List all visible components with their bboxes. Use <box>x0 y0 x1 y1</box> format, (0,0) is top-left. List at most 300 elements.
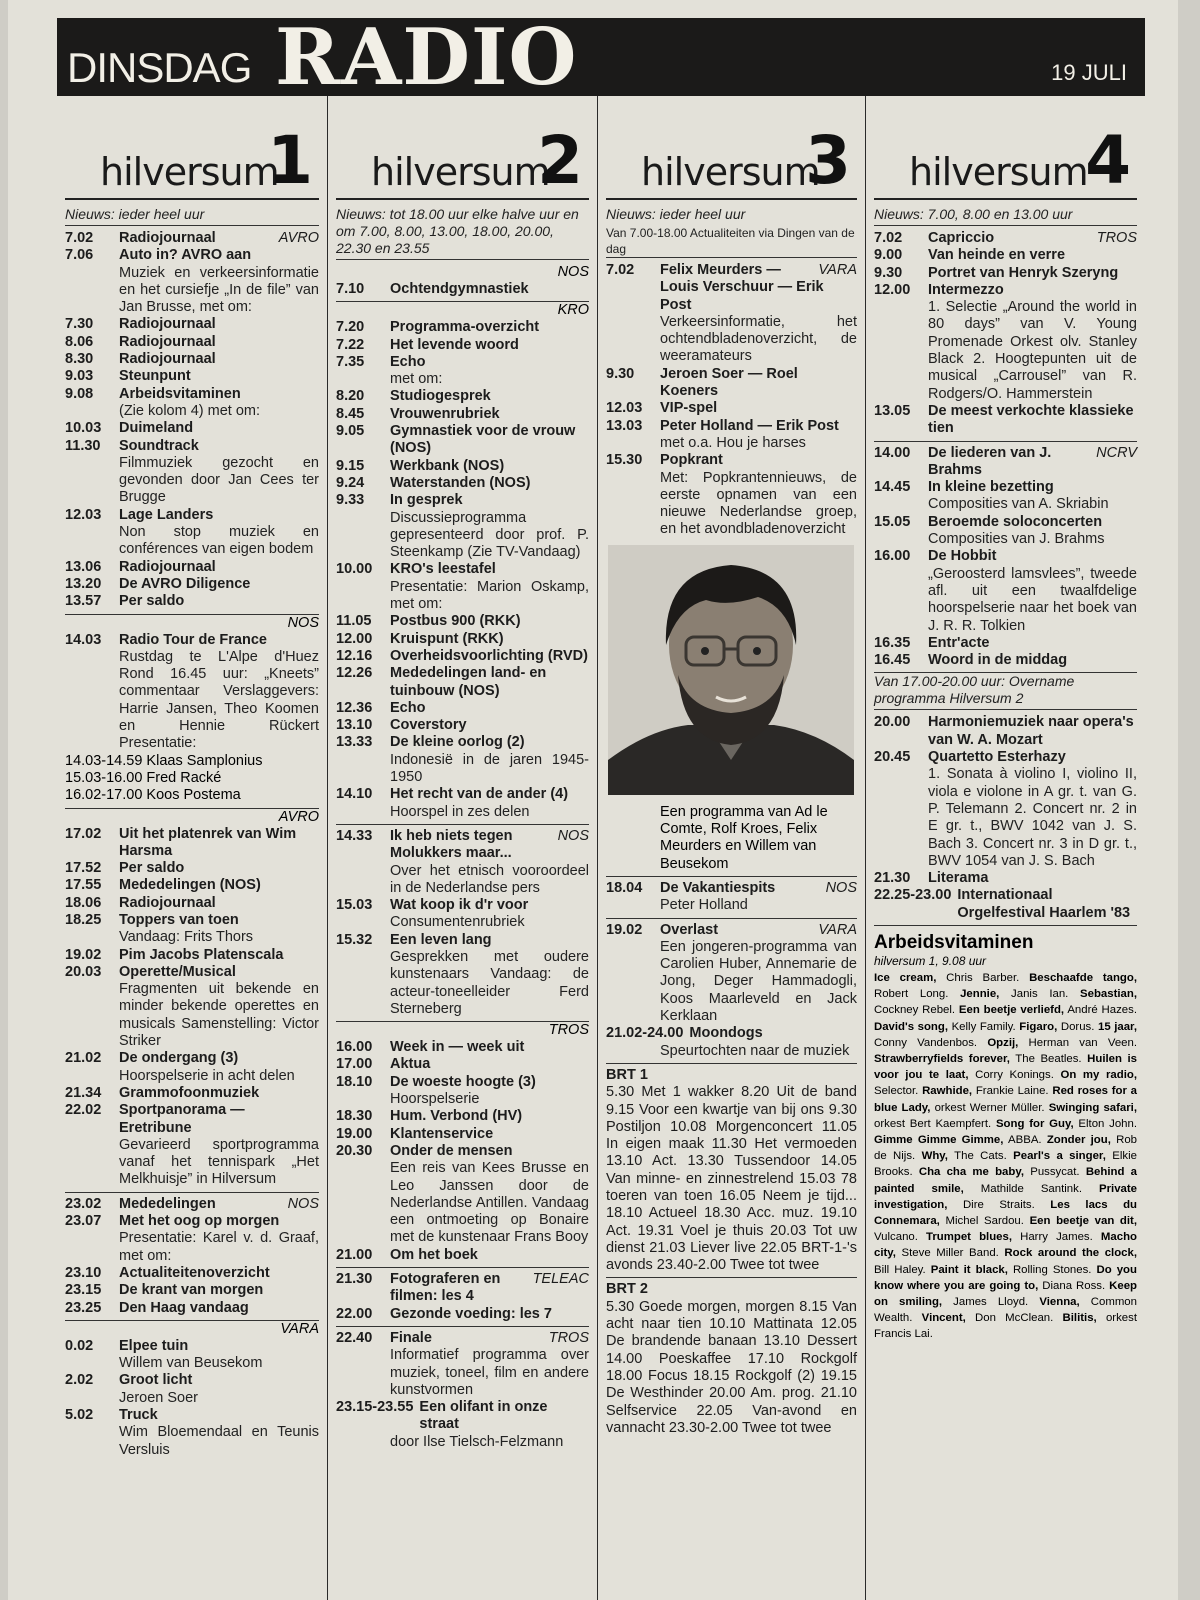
program-title: Operette/Musical <box>119 963 236 980</box>
program-title: De kleine oorlog (2) <box>390 734 525 751</box>
program-time: 12.00 <box>336 630 373 647</box>
program-row <box>65 1338 319 1355</box>
broadcaster-tag: NOS <box>557 264 589 280</box>
song-artist: Vulcano. <box>874 1231 918 1244</box>
program-description: Composities van J. Brahms <box>928 531 1105 548</box>
program-time: 13.06 <box>65 558 102 575</box>
program-time: 19.00 <box>336 1125 373 1142</box>
program-body <box>928 514 1137 531</box>
program-time: 13.03 <box>606 417 643 434</box>
program-body <box>119 593 319 610</box>
program-title: Auto in? AVRO aan <box>119 247 252 264</box>
program-title: Radiojournaal <box>119 316 216 333</box>
program-row <box>874 247 1137 264</box>
program-time: 9.05 <box>336 423 365 440</box>
song-artist: Chris Barber. <box>946 971 1020 984</box>
program-title: Echo <box>390 699 426 716</box>
song-artist: Michel Sardou. <box>945 1215 1024 1228</box>
program-row <box>606 366 857 401</box>
program-time: 13.33 <box>336 734 373 751</box>
program-body <box>390 932 589 949</box>
program-body <box>390 717 589 734</box>
program-time: 9.08 <box>65 385 94 402</box>
program-description: Wim Bloemendaal en Teunis Versluis <box>119 1424 319 1458</box>
program-list <box>65 230 319 611</box>
divider <box>336 1326 589 1327</box>
broadcaster-tag: TELEAC <box>532 1271 589 1288</box>
program-row <box>336 458 589 475</box>
broadcaster-tag: KRO <box>336 301 589 319</box>
program-time: 17.02 <box>65 825 102 842</box>
program-time: 18.04 <box>606 879 643 896</box>
broadcaster-tag: NOS <box>65 614 319 632</box>
program-time: 8.45 <box>336 405 365 422</box>
program-row <box>874 403 1137 438</box>
program-body <box>689 1025 857 1042</box>
program-list <box>336 1039 589 1264</box>
program-time: 16.00 <box>336 1039 373 1056</box>
program-row <box>336 700 589 717</box>
song-title: Gimme Gimme Gimme, <box>874 1134 1004 1147</box>
program-body <box>390 423 589 458</box>
program-title: In kleine bezetting <box>928 479 1054 496</box>
program-title: Capriccio <box>928 230 995 246</box>
program-title: Klantenservice <box>390 1125 494 1142</box>
program-row <box>65 1300 319 1317</box>
program-title: Radiojournaal <box>119 351 216 368</box>
song-artist: Corry Konings. <box>975 1069 1054 1082</box>
song-title: Beschaafde tango, <box>1029 971 1137 984</box>
program-title: Grammofoonmuziek <box>119 1084 260 1101</box>
program-title: Popkrant <box>660 452 723 469</box>
program-time: 5.02 <box>65 1407 94 1423</box>
program-title: Peter Holland — Erik Post <box>660 417 839 434</box>
program-title: Radio Tour de France <box>119 631 267 648</box>
song-artist: James Lloyd. <box>953 1296 1029 1309</box>
program-body <box>660 452 857 469</box>
song-title: Een beetje van dit, <box>1029 1215 1137 1228</box>
program-title: In gesprek <box>390 492 463 509</box>
program-body <box>660 880 857 897</box>
program-title: Toppers van toen <box>119 911 239 928</box>
program-body <box>390 458 589 475</box>
program-time: 23.02 <box>65 1195 102 1212</box>
program-title: Een leven lang <box>390 931 492 948</box>
program-body <box>390 1039 589 1056</box>
news-note-2: Van 7.00-18.00 Actualiteiten via Dingen van de dag <box>606 225 857 258</box>
program-body <box>390 406 589 423</box>
brt1-heading: BRT 1 <box>606 1066 648 1083</box>
station-header <box>606 96 857 200</box>
song-artist: André Hazes. <box>1067 1004 1137 1017</box>
program-row <box>874 870 1137 887</box>
program-description: Informatief programma over muziek, toneel, film en andere kunstvormen <box>390 1347 589 1398</box>
program-row <box>65 247 319 264</box>
program-time: 22.00 <box>336 1305 373 1322</box>
program-body <box>119 230 319 247</box>
news-note: Nieuws: 7.00, 8.00 en 13.00 uur <box>874 206 1137 226</box>
program-time: 14.03 <box>65 631 102 648</box>
program-title: Gezonde voeding: les 7 <box>390 1305 552 1322</box>
program-time: 18.25 <box>65 911 102 928</box>
program-time: 16.45 <box>874 652 911 669</box>
program-time: 21.30 <box>874 870 911 887</box>
program-title: De Hobbit <box>928 548 997 565</box>
program-time: 7.22 <box>336 336 365 353</box>
program-time: 9.15 <box>336 457 365 474</box>
song-artist: orkest Francis Lai. <box>874 1312 1137 1341</box>
program-title: Ik heb niets tegen Molukkers maar... <box>390 827 513 862</box>
program-title: Felix Meurders — Louis Verschuur — Erik Post <box>660 262 824 313</box>
program-time: 8.20 <box>336 388 365 405</box>
program-body <box>119 1213 319 1230</box>
program-body <box>119 351 319 368</box>
program-title: Mededelingen land- en tuinbouw (NOS) <box>390 665 547 699</box>
program-row <box>336 1126 589 1143</box>
program-body <box>928 247 1137 264</box>
program-body <box>119 877 319 894</box>
program-row <box>336 1271 589 1306</box>
program-list <box>336 1271 589 1323</box>
news-note: Nieuws: tot 18.00 uur elke halve uur en om 7.00, 8.00, 13.00, 18.00, 20.00, 22.30 en 23.55 <box>336 206 589 260</box>
program-body <box>390 1108 589 1125</box>
song-artist: ABBA. <box>1008 1134 1042 1147</box>
program-time: 22.25-23.00 <box>874 887 952 904</box>
song-title: Do you know where you are going to, <box>874 1263 1137 1292</box>
brt1-listing: 5.30 Met 1 wakker 8.20 Uit de band 9.15 Voor een kwartje van bij ons 9.30 Postiljon 10.08 Morgenconcert 11.05 In eigen maak 11.30 Het vermoeden 13.10 Act. 13.30 Tussendoor 14.05 Van minne- en zinnestrelend 15.03 78 toeren van toen 16.05 Neem je tijd... 18.10 Actueel 18.30 Acc. muz. 19.10 Act. 19.31 Voel je thuis 20.03 Tot uw dienst 21.03 Liever live 22.05 BRT-1-'s avonds 23.40-2.00 Twee tot twee <box>606 1084 857 1274</box>
song-artist: Selector. <box>874 1085 919 1098</box>
program-list <box>606 880 857 915</box>
song-artist: Harry James. <box>1020 1231 1093 1244</box>
program-title: Uit het platenrek van Wim Harsma <box>119 825 297 859</box>
program-title: Van heinde en verre <box>928 247 1066 264</box>
program-description: „Geroosterd lamsvlees”, tweede afl. uit een twaalfdelige hoorspelserie naar het boek van J. R. R. Tolkien <box>928 565 1137 634</box>
program-title: Overlast <box>660 921 719 938</box>
program-title: Mededelingen <box>119 1195 216 1212</box>
program-time: 18.30 <box>336 1108 373 1125</box>
program-row <box>606 922 857 939</box>
program-row <box>336 1143 589 1160</box>
program-description: Gevarieerd sportprogramma vanaf het tennispark „Het Melkhuisje” in Hilversum <box>119 1136 319 1188</box>
broadcaster-tag: AVRO <box>278 230 319 246</box>
program-body <box>119 368 319 385</box>
program-time: 9.03 <box>65 368 94 385</box>
program-body <box>660 418 857 435</box>
program-row <box>606 1025 857 1042</box>
program-row <box>606 880 857 897</box>
song-artist: Rolling Stones. <box>1012 1263 1092 1276</box>
program-description: met om: <box>390 371 443 388</box>
program-row <box>336 828 589 863</box>
program-title: Programma-overzicht <box>390 319 540 336</box>
program-time: 9.30 <box>606 365 635 382</box>
program-time: 14.10 <box>336 786 373 803</box>
program-time: 23.10 <box>65 1264 102 1281</box>
divider <box>65 1192 319 1193</box>
program-title: Postbus 900 (RKK) <box>390 613 521 630</box>
page-title: RADIO <box>275 12 578 103</box>
program-time: 23.07 <box>65 1213 102 1230</box>
program-title: Internationaal Orgelfestival Haarlem '83 <box>957 887 1131 921</box>
program-row <box>874 479 1137 496</box>
program-body <box>119 1338 319 1355</box>
program-list <box>336 281 589 298</box>
divider <box>874 925 1137 926</box>
program-title: Aktua <box>390 1056 431 1073</box>
program-row <box>874 230 1137 247</box>
program-time: 9.24 <box>336 474 365 491</box>
program-time: 12.16 <box>336 647 373 664</box>
program-row <box>65 895 319 912</box>
program-title: Kruispunt (RKK) <box>390 630 504 647</box>
program-time: 7.06 <box>65 247 94 264</box>
program-body <box>119 632 319 649</box>
program-body <box>119 334 319 351</box>
program-body <box>390 1074 589 1091</box>
program-title: Met het oog op morgen <box>119 1213 280 1230</box>
program-title: KRO's leestafel <box>390 561 496 578</box>
song-title: Rawhide, <box>922 1085 973 1098</box>
program-body <box>390 1330 589 1347</box>
song-title: Red roses for a blue Lady, <box>874 1085 1138 1114</box>
program-time: 10.00 <box>336 561 373 578</box>
program-body <box>660 922 857 939</box>
program-description: Hoorspelserie in acht delen <box>119 1067 295 1084</box>
program-time: 12.03 <box>65 506 102 523</box>
program-title: Week in — week uit <box>390 1039 525 1056</box>
program-body <box>928 403 1137 438</box>
program-time: 9.30 <box>874 264 903 281</box>
program-body <box>119 1050 319 1067</box>
program-title: Het levende woord <box>390 336 519 353</box>
program-time: 22.40 <box>336 1329 373 1346</box>
program-row <box>65 964 319 981</box>
program-time: 12.36 <box>336 699 373 716</box>
program-description: Presentatie: Marion Oskamp, met om: <box>390 578 589 613</box>
masthead <box>57 12 1145 103</box>
brt2-heading: BRT 2 <box>606 1281 648 1298</box>
program-time: 18.10 <box>336 1073 373 1090</box>
song-artist: Dorus. <box>1060 1020 1095 1033</box>
divider <box>606 876 857 877</box>
program-time: 16.35 <box>874 634 911 651</box>
date-label: 19 JULI <box>1051 60 1127 85</box>
program-row <box>65 1265 319 1282</box>
program-title: Echo <box>390 353 426 370</box>
program-body <box>119 559 319 576</box>
program-row <box>65 860 319 877</box>
program-body <box>390 281 589 298</box>
program-body <box>390 354 589 371</box>
program-time: 7.02 <box>65 230 94 246</box>
program-title: Vrouwenrubriek <box>390 405 500 422</box>
song-artist: Janis Ian. <box>1011 988 1069 1001</box>
program-title: Hum. Verbond (HV) <box>390 1108 523 1125</box>
program-time: 12.03 <box>606 400 643 417</box>
program-row <box>336 319 589 336</box>
program-description: Indonesië in de jaren 1945-1950 <box>390 751 589 786</box>
program-time: 13.57 <box>65 593 102 610</box>
program-body <box>928 749 1137 766</box>
program-title: Overheidsvoorlichting (RVD) <box>390 647 588 664</box>
program-body <box>957 887 1137 922</box>
program-description: (Zie kolom 4) met om: <box>119 402 260 419</box>
program-body <box>928 265 1137 282</box>
program-body <box>119 912 319 929</box>
program-time: 17.55 <box>65 877 102 894</box>
program-title: Elpee tuin <box>119 1337 189 1354</box>
program-body <box>119 247 319 264</box>
divider <box>606 1063 857 1064</box>
broadcaster-tag: VARA <box>818 262 857 278</box>
program-title: Portret van Henryk Szeryng <box>928 264 1119 281</box>
presenter-line: 16.02-17.00 Koos Postema <box>65 787 241 804</box>
program-description: 1. Sonata à violino I, violino II, viola e violone in A gr. t. van G. P. Telemann 2. Concert nr. 2 in E gr. t., BWV 1042 van J. S. Bach 3. Concert nr. 3 in D gr. t., BWV 1054 van J. S. Bach <box>928 766 1137 869</box>
broadcaster-tag: VARA <box>818 921 857 938</box>
program-time: 12.26 <box>336 665 373 682</box>
program-time: 20.45 <box>874 749 911 766</box>
program-time: 21.34 <box>65 1084 102 1101</box>
song-artist: Rob de Nijs. <box>874 1134 1137 1163</box>
station-name: hilversum <box>371 150 550 194</box>
program-title: Radiojournaal <box>119 333 216 350</box>
program-title: Woord in de middag <box>928 652 1068 669</box>
program-body <box>119 438 319 455</box>
program-time: 7.10 <box>336 281 365 297</box>
program-time: 15.32 <box>336 931 373 948</box>
program-row <box>65 559 319 576</box>
song-artist: Steve Miller Band. <box>901 1247 999 1260</box>
program-title: Steunpunt <box>119 368 191 385</box>
song-title: Bilitis, <box>1062 1312 1097 1325</box>
program-list <box>606 262 857 539</box>
program-body <box>928 548 1137 565</box>
program-body <box>390 1143 589 1160</box>
program-description: met o.a. Hou je harses <box>660 434 806 451</box>
song-title: Swinging safari, <box>1048 1101 1138 1114</box>
program-row <box>336 281 589 298</box>
program-row <box>874 714 1137 749</box>
program-body <box>119 964 319 981</box>
program-row <box>336 1330 589 1347</box>
program-row <box>874 635 1137 652</box>
program-body <box>390 786 589 803</box>
brt2-section <box>606 1281 857 1437</box>
program-row <box>65 593 319 610</box>
column-hilversum-1 <box>57 96 327 1600</box>
program-title: De Vakantiespits <box>660 879 776 896</box>
program-title: Per saldo <box>119 593 185 610</box>
program-row <box>65 576 319 593</box>
program-row <box>336 613 589 630</box>
news-note: Nieuws: ieder heel uur <box>606 206 746 222</box>
program-title: Om het boek <box>390 1246 478 1263</box>
broadcaster-tag: AVRO <box>65 808 319 826</box>
program-title: Entr'acte <box>928 634 990 651</box>
program-time: 7.35 <box>336 353 365 370</box>
program-description: Fragmenten uit bekende en minder bekende operettes en musicals Samenstelling: Victor Striker <box>119 981 319 1050</box>
song-artist: Mathilde Santink. <box>980 1182 1082 1195</box>
song-artist: Conny Vandenbos. <box>874 1036 978 1049</box>
program-body <box>390 828 589 863</box>
song-title: Huilen is voor jou te laat, <box>874 1053 1137 1082</box>
program-list <box>874 230 1137 438</box>
program-title: Lage Landers <box>119 506 214 523</box>
presenter-list <box>65 753 319 805</box>
program-row <box>65 438 319 455</box>
program-body <box>390 1247 589 1264</box>
program-row <box>336 1399 589 1434</box>
broadcaster-tag: NOS <box>825 879 857 896</box>
program-body <box>119 947 319 964</box>
program-time: 0.02 <box>65 1337 94 1354</box>
song-artist: orkest Werner Müller. <box>934 1101 1045 1114</box>
program-title: De meest verkochte klassieke tien <box>928 402 1134 437</box>
program-time: 15.30 <box>606 452 643 469</box>
program-list <box>65 826 319 1189</box>
presenter-line: 14.03-14.59 Klaas Samplonius <box>65 752 263 769</box>
program-title: Den Haag vandaag <box>119 1299 249 1316</box>
program-time: 9.33 <box>336 492 365 509</box>
broadcaster-tag: TROS <box>548 1329 589 1346</box>
program-time: 15.03 <box>336 897 373 914</box>
portrait-photo <box>608 545 854 795</box>
broadcaster-tag: NCRV <box>1096 444 1137 461</box>
program-body <box>119 860 319 877</box>
program-row <box>65 316 319 333</box>
program-title: Mededelingen (NOS) <box>119 877 261 894</box>
program-row <box>65 420 319 437</box>
song-artist: Elkie Brooks. <box>874 1150 1137 1179</box>
program-time: 19.02 <box>65 946 102 963</box>
program-time: 8.06 <box>65 333 94 350</box>
program-row <box>336 475 589 492</box>
song-artist: Robert Long. <box>874 988 949 1001</box>
program-title: De krant van morgen <box>119 1282 264 1299</box>
program-title: Beroemde soloconcerten <box>928 513 1103 530</box>
program-row <box>336 932 589 949</box>
program-title: Gymnastiek voor de vrouw (NOS) <box>390 423 576 457</box>
program-row <box>65 1050 319 1067</box>
program-title: Jeroen Soer — Roel Koeners <box>660 365 798 400</box>
program-time: 23.15-23.55 <box>336 1399 414 1416</box>
program-row <box>336 388 589 405</box>
program-body <box>390 337 589 354</box>
program-title: De liederen van J. Brahms <box>928 444 1052 478</box>
program-title: Coverstory <box>390 717 467 734</box>
station-name: hilversum <box>641 150 820 194</box>
program-row <box>65 1213 319 1230</box>
divider <box>606 1277 857 1278</box>
program-body <box>390 897 589 914</box>
program-title: VIP-spel <box>660 400 718 417</box>
program-body <box>119 895 319 912</box>
program-row <box>336 1247 589 1264</box>
program-time: 19.02 <box>606 921 643 938</box>
program-title: Ochtendgymnastiek <box>390 281 529 297</box>
station-number: 3 <box>805 122 851 199</box>
program-time: 20.03 <box>65 963 102 980</box>
broadcaster-tag: NOS <box>287 1195 319 1212</box>
program-description: Filmmuziek gezocht en gevonden door Jan Cees ter Brugge <box>119 454 319 506</box>
program-time: 23.25 <box>65 1299 102 1316</box>
program-body <box>119 1282 319 1299</box>
program-title: Studiogesprek <box>390 388 491 405</box>
program-time: 15.05 <box>874 513 911 530</box>
broadcaster-tag: VARA <box>65 1320 319 1338</box>
program-title: Sportpanorama — Eretribune <box>119 1102 245 1136</box>
program-row <box>336 631 589 648</box>
